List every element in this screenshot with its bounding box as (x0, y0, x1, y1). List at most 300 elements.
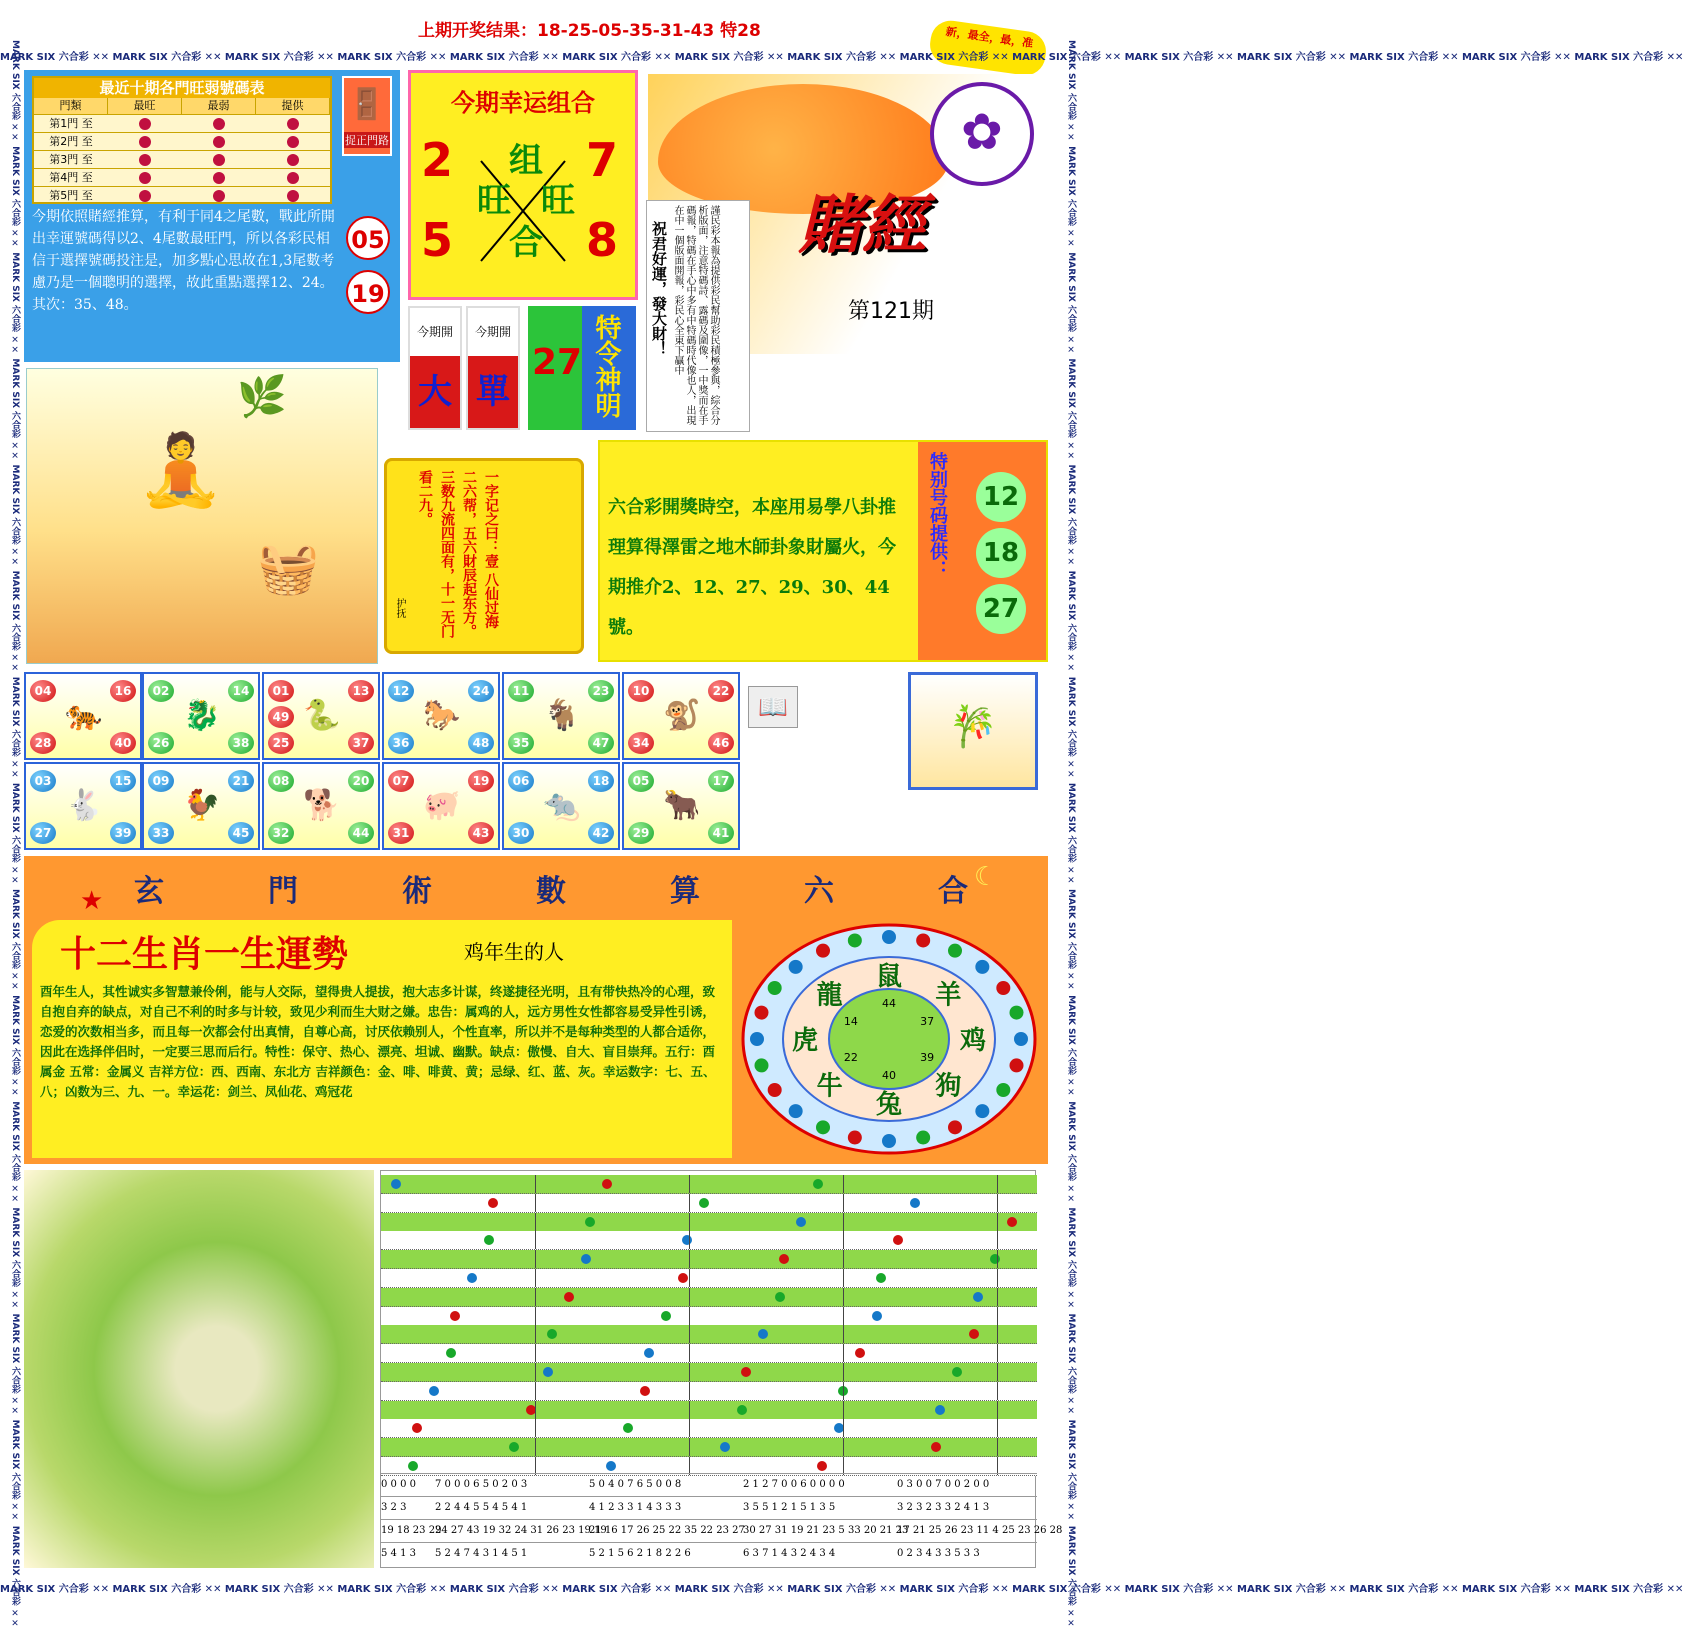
zodiac-number-ball: 16 (110, 680, 136, 702)
border-text: MARK SIX 六合彩 ✕✕ (10, 40, 20, 143)
tail-table-row (34, 186, 330, 204)
grid-divider (535, 1194, 536, 1212)
poem-text: 一字记之曰：壹 八仙过海二六帮，五六財辰起东方。三数九流四面有，十一无门看二九。 (417, 470, 499, 638)
banner-char: 玄 (134, 874, 164, 909)
grid-divider (535, 1325, 536, 1343)
grid-dot (910, 1198, 920, 1208)
grid-divider (997, 1194, 998, 1212)
wheel-ball (975, 960, 989, 974)
zodiac-card-tiger (24, 672, 142, 760)
grid-divider (997, 1419, 998, 1437)
fortune-body (32, 920, 732, 1158)
kai-label-2: 今期開 (474, 325, 511, 339)
wheel-zodiac-char: 龍 (816, 980, 843, 1011)
red-dot-icon (139, 118, 151, 130)
bottom-border: MARK SIX 六合彩 ✕✕ MARK SIX 六合彩 ✕✕ MARK SIX 六合彩 ✕✕ MARK SIX 六合彩 ✕✕ MARK SIX 六合彩 ✕✕ MARK SIX 六合彩 ✕✕ MARK SIX 六合彩 ✕✕ MARK SIX 六合彩 ✕✕ MARK SIX 六合彩 ✕✕ MARK SIX 六合彩 ✕✕ MARK SIX 六合彩 ✕✕ MARK SIX 六合彩 ✕✕ MARK SIX 六合彩 ✕✕ MARK SIX 六合彩 ✕✕ MARK SIX 六合彩 ✕✕ (0, 1584, 1683, 1595)
zodiac-card-monkey (622, 672, 740, 760)
grid-divider (535, 1231, 536, 1249)
door-label: 捉正門路 (345, 134, 389, 147)
tail-num-2 (346, 270, 390, 314)
logo-emblem-icon: ✿ (930, 82, 1034, 186)
logo-title: 賭經 (798, 188, 926, 263)
zodiac-number-ball: 05 (628, 770, 654, 792)
tiger-icon: 🐅 (65, 698, 103, 733)
border-text: MARK SIX 六合彩 ✕✕ (1066, 40, 1076, 143)
tail-text (32, 206, 342, 356)
grid-divider (843, 1307, 844, 1325)
zodiac-number-ball: 28 (30, 732, 56, 754)
grid-row (381, 1213, 1037, 1232)
yixue-panel (598, 440, 1048, 662)
grid-divider (689, 1344, 690, 1362)
red-dot-icon (287, 154, 299, 166)
tail-table-title: 最近十期各門旺弱號碼表 (34, 78, 330, 98)
grid-divider (535, 1307, 536, 1325)
grid-dot (623, 1423, 633, 1433)
grid-divider (689, 1194, 690, 1212)
grid-divider (689, 1231, 690, 1249)
grid-divider (535, 1288, 536, 1306)
digit-cell: 3 5 5 1 2 1 5 1 3 5 (743, 1496, 897, 1519)
zodiac-number-ball: 32 (268, 822, 294, 844)
lucky-char-4: 合 (509, 223, 543, 263)
zodiac-number-ball: 22 (708, 680, 734, 702)
wheel-zodiac-char: 羊 (935, 980, 962, 1011)
grid-divider (689, 1382, 690, 1400)
zodiac-number-ball: 13 (348, 680, 374, 702)
grid-row (381, 1250, 1037, 1269)
zodiac-number-ball: 30 (508, 822, 534, 844)
grid-dot (855, 1348, 865, 1358)
digit-cell: 4 1 2 3 3 1 4 3 3 3 (589, 1496, 743, 1519)
tail-table-dot-cell (182, 187, 256, 204)
grid-divider (997, 1250, 998, 1268)
grid-dot (682, 1235, 692, 1245)
special-green-text: 特令神明 (591, 314, 621, 418)
grid-dot (585, 1217, 595, 1227)
grid-divider (997, 1213, 998, 1231)
grid-divider (843, 1194, 844, 1212)
grid-dot (720, 1442, 730, 1452)
tail-text-body: 今期依照賭經推算，有利于同4之尾數，戰此所開出幸運號碼得以2、4尾數最旺門，所以各彩民相信于選擇號碼投注是，加多點心思故在1,3尾數考慮乃是一個聰明的選擇，故此重點選擇12、24。其次：35、48。 (32, 209, 335, 313)
grid-divider (997, 1325, 998, 1343)
tail-table-dot-cell (108, 187, 182, 204)
zodiac-number-ball: 37 (348, 732, 374, 754)
wheel-ball (996, 981, 1010, 995)
grid-divider (689, 1363, 690, 1381)
grid-dot (484, 1235, 494, 1245)
zodiac-card-rabbit (24, 762, 142, 850)
digit-cell: 17 21 25 26 23 11 4 25 23 26 28 (897, 1519, 1037, 1542)
lucky-char-3: 旺 (541, 181, 575, 221)
grid-dot (952, 1367, 962, 1377)
wheel-ball (848, 1131, 862, 1145)
grid-divider (843, 1363, 844, 1381)
grid-divider (843, 1250, 844, 1268)
zodiac-number-ball: 25 (268, 732, 294, 754)
wheel-ball (768, 981, 782, 995)
grid-row (381, 1344, 1037, 1363)
fortune-banner (104, 866, 1004, 909)
red-dot-icon (139, 190, 151, 202)
grid-dot (775, 1292, 785, 1302)
monkey-icon: 🐒 (663, 698, 701, 733)
zodiac-number-ball: 34 (628, 732, 654, 754)
grid-dot (678, 1273, 688, 1283)
grid-divider (997, 1363, 998, 1381)
rooster-icon: 🐓 (183, 788, 221, 823)
yixue-num-1: 12 (976, 472, 1026, 522)
grid-dot (737, 1405, 747, 1415)
zodiac-number-ball: 29 (628, 822, 654, 844)
zodiac-number-ball: 47 (588, 732, 614, 754)
wheel-ball (816, 944, 830, 958)
tail-table-dot-cell (108, 115, 182, 132)
info-scroll (646, 200, 750, 432)
tail-num-2-text: 19 (351, 280, 385, 308)
grid-row (381, 1438, 1037, 1457)
zodiac-number-ball: 02 (148, 680, 174, 702)
grid-divider (535, 1438, 536, 1456)
grid-divider (689, 1307, 690, 1325)
zodiac-number-ball: 40 (110, 732, 136, 754)
zodiac-number-ball: 24 (468, 680, 494, 702)
pig-icon: 🐖 (423, 788, 461, 823)
book-icon: 📖 (748, 686, 798, 728)
lucky-num-3: 5 (421, 213, 454, 267)
digit-cell: 5 2 4 7 4 3 1 4 5 1 (435, 1542, 589, 1565)
grid-dot (547, 1329, 557, 1339)
lucky-char-1: 组 (509, 141, 543, 181)
zodiac-number-ball: 11 (508, 680, 534, 702)
tail-table-dot-cell (256, 187, 330, 204)
grid-dot (969, 1329, 979, 1339)
digit-cell: 6 3 7 1 4 3 2 4 3 4 (743, 1542, 897, 1565)
zodiac-number-ball: 45 (228, 822, 254, 844)
grid-row (381, 1382, 1037, 1401)
zodiac-number-ball: 21 (228, 770, 254, 792)
digit-cell: 3 2 3 2 3 3 2 4 1 3 (897, 1496, 1037, 1519)
blurred-image (24, 1170, 374, 1568)
grid-dot (488, 1198, 498, 1208)
grid-dot (467, 1273, 477, 1283)
zodiac-number-ball: 20 (348, 770, 374, 792)
digit-cell: 30 27 31 19 21 23 5 33 20 21 23 (743, 1519, 897, 1542)
grid-dot (661, 1311, 671, 1321)
zodiac-number-ball: 38 (228, 732, 254, 754)
wheel-ball (882, 930, 896, 944)
digit-cell: 2 2 4 4 5 5 4 5 4 1 (435, 1496, 589, 1519)
zodiac-number-ball: 01 (268, 680, 294, 702)
grid-divider (843, 1438, 844, 1456)
grid-divider (689, 1213, 690, 1231)
tail-table-dot-cell (182, 133, 256, 150)
kai-box-2 (466, 306, 520, 430)
grid-dot (606, 1461, 616, 1471)
red-dot-icon (213, 154, 225, 166)
goat-icon: 🐐 (543, 698, 581, 733)
yixue-num-3: 27 (976, 584, 1026, 634)
tail-table-row (34, 168, 330, 186)
yixue-label: 特别号码提供： (927, 452, 948, 578)
grid-dot (931, 1442, 941, 1452)
fortune-title: 十二生肖一生運勢 (60, 933, 349, 975)
zodiac-card-goat (502, 672, 620, 760)
poem-sign: 护抚 (394, 598, 405, 618)
grid-divider (535, 1382, 536, 1400)
grid-divider (843, 1344, 844, 1362)
grid-dot (564, 1292, 574, 1302)
tail-table-dot-cell (256, 169, 330, 186)
grid-divider (689, 1175, 690, 1193)
tail-table-body (34, 114, 330, 204)
grid-divider (843, 1231, 844, 1249)
grid-divider (997, 1175, 998, 1193)
zodiac-card-dog (262, 762, 380, 850)
tail-table-row (34, 114, 330, 132)
tail-table-dot-cell (108, 151, 182, 168)
zodiac-number-ball: 48 (468, 732, 494, 754)
zodiac-number-ball: 10 (628, 680, 654, 702)
rabbit-icon: 🐇 (65, 788, 103, 823)
grid-dot (796, 1217, 806, 1227)
tail-table-panel (24, 70, 400, 362)
red-dot-icon (213, 136, 225, 148)
red-dot-icon (139, 154, 151, 166)
digit-cell: 19 18 23 29 (381, 1519, 435, 1542)
tail-table (32, 76, 332, 204)
dog-icon: 🐕 (303, 788, 341, 823)
zodiac-number-ball: 09 (148, 770, 174, 792)
banner-char: 六 (804, 874, 834, 909)
red-dot-icon (287, 118, 299, 130)
lucky-num-4: 8 (586, 213, 619, 267)
kai-label-1: 今期開 (416, 325, 453, 339)
grid-dot (872, 1311, 882, 1321)
door-icon-box (342, 76, 392, 156)
digit-cell: 7 0 0 0 6 5 0 2 0 3 (435, 1473, 589, 1496)
grid-divider (535, 1344, 536, 1362)
fortune-panel (24, 856, 1048, 1164)
wheel-number: 14 (843, 1015, 858, 1028)
zodiac-number-ball: 06 (508, 770, 534, 792)
grid-row (381, 1419, 1037, 1438)
wheel-ball (789, 960, 803, 974)
digit-cell: 24 27 43 19 32 24 31 26 23 19 19 (435, 1519, 589, 1542)
grid-dot (813, 1179, 823, 1189)
star-icon: ★ (80, 886, 104, 916)
wheel-ball (948, 1120, 962, 1134)
tail-table-dot-cell (108, 169, 182, 186)
moon-icon: ☾ (974, 862, 998, 892)
wheel-zodiac-char: 牛 (816, 1071, 843, 1102)
digit-cell: 5 4 1 3 (381, 1542, 435, 1565)
tail-table-header (34, 98, 330, 114)
grid-divider (997, 1382, 998, 1400)
zodiac-number-ball: 08 (268, 770, 294, 792)
grid-dot (876, 1273, 886, 1283)
digit-cell: 5 2 1 5 6 2 1 8 2 2 6 (589, 1542, 743, 1565)
zodiac-number-ball: 35 (508, 732, 534, 754)
info-scroll-wish: 祝君好運，發大財！ (650, 221, 668, 356)
wheel-ball (975, 1104, 989, 1118)
sleeping-man-icon: 🧘 (137, 429, 225, 511)
tail-table-dot-cell (256, 133, 330, 150)
grid-dot (391, 1179, 401, 1189)
grid-dot (990, 1254, 1000, 1264)
grid-row (381, 1175, 1037, 1194)
zodiac-card-horse (382, 672, 500, 760)
wheel-ball (1010, 1058, 1024, 1072)
grid-divider (843, 1213, 844, 1231)
right-border: MARK SIX 六合彩 ✕✕ MARK SIX 六合彩 ✕✕ MARK SIX 六合彩 ✕✕ MARK SIX 六合彩 ✕✕ MARK SIX 六合彩 ✕✕ MARK SIX 六合彩 ✕✕ MARK SIX 六合彩 ✕✕ MARK SIX 六合彩 ✕✕ MARK SIX 六合彩 ✕✕ MARK SIX 六合彩 ✕✕ MARK SIX 六合彩 ✕✕ MARK SIX 六合彩 ✕✕ MARK SIX 六合彩 ✕✕ MARK SIX 六合彩 ✕✕ MARK SIX 六合彩 ✕✕ (1066, 40, 1076, 1629)
zodiac-card-pig (382, 762, 500, 850)
grid-row (381, 1401, 1037, 1420)
yixue-label-box (918, 442, 1046, 660)
grid-row (381, 1194, 1037, 1213)
wheel-ball (916, 1131, 930, 1145)
grid-divider (535, 1250, 536, 1268)
grid-divider (689, 1325, 690, 1343)
digit-cell: 0 3 0 0 7 0 0 2 0 0 (897, 1473, 1037, 1496)
tail-table-cell: 第2門 至 (49, 135, 93, 148)
banner-char: 數 (536, 874, 566, 909)
grid-dot (640, 1386, 650, 1396)
tail-table-dot-cell (182, 151, 256, 168)
grid-divider (843, 1175, 844, 1193)
wheel-ball (754, 1058, 768, 1072)
red-dot-icon (139, 136, 151, 148)
zodiac-number-ball: 26 (148, 732, 174, 754)
grid-divider (535, 1213, 536, 1231)
snake-icon: 🐍 (303, 698, 341, 733)
wheel-ball (816, 1120, 830, 1134)
grid-dot (741, 1367, 751, 1377)
banner-char: 門 (268, 874, 298, 909)
wheel-zodiac-char: 虎 (791, 1026, 819, 1056)
grid-dot (817, 1461, 827, 1471)
rat-icon: 🐀 (543, 788, 581, 823)
zodiac-number-ball: 31 (388, 822, 414, 844)
lucky-combo (408, 70, 638, 300)
kai-value-2: 單 (468, 356, 518, 428)
grid-row (381, 1288, 1037, 1307)
badge-text: 新，最全，最，准 (944, 25, 1034, 51)
wheel-ball (750, 1032, 764, 1046)
grid-dot (699, 1198, 709, 1208)
zodiac-card-rooster (142, 762, 260, 850)
tail-table-row (34, 132, 330, 150)
wheel-ball (916, 933, 930, 947)
grid-divider (843, 1325, 844, 1343)
zodiac-number-ball: 18 (588, 770, 614, 792)
door-icon: 🚪 (348, 87, 386, 122)
grid-divider (535, 1419, 536, 1437)
tail-table-cell: 第5門 至 (49, 189, 93, 202)
grid-dot (509, 1442, 519, 1452)
grid-dot (973, 1292, 983, 1302)
grid-divider (997, 1231, 998, 1249)
tail-table-cell: 第4門 至 (49, 171, 93, 184)
grid-dot (450, 1311, 460, 1321)
zodiac-card-snake (262, 672, 380, 760)
tail-table-header-cell: 最旺 (108, 98, 182, 114)
kai-box-1 (408, 306, 462, 430)
lucky-title: 今期幸运组合 (451, 89, 595, 117)
wheel-ball (754, 1006, 768, 1020)
zodiac-number-ball: 07 (388, 770, 414, 792)
wheel-number: 44 (882, 997, 896, 1010)
tail-table-dot-cell (256, 151, 330, 168)
lucky-char-2: 旺 (477, 181, 511, 221)
tail-table-header-cell: 最弱 (182, 98, 256, 114)
banner-char: 算 (670, 874, 700, 909)
wheel-number: 22 (843, 1051, 858, 1064)
grid-divider (689, 1438, 690, 1456)
zodiac-number-ball: 15 (110, 770, 136, 792)
special-green-num: 27 (532, 342, 583, 383)
grid-dot (644, 1348, 654, 1358)
grid-divider (997, 1307, 998, 1325)
grid-divider (689, 1250, 690, 1268)
zodiac-number-ball: 17 (708, 770, 734, 792)
grid-row (381, 1325, 1037, 1344)
tail-table-cell: 第3門 至 (49, 153, 93, 166)
grid-dot (758, 1329, 768, 1339)
zodiac-number-ball: 44 (348, 822, 374, 844)
grid-divider (689, 1419, 690, 1437)
zodiac-number-ball: 03 (30, 770, 56, 792)
grid-divider (535, 1269, 536, 1287)
border-text: MARK SIX 六合彩 ✕✕ (0, 1584, 109, 1595)
zodiac-card-dragon (142, 672, 260, 760)
digit-cell: 21 16 17 26 25 22 35 22 23 27 (589, 1519, 743, 1542)
tail-table-dot-cell (108, 133, 182, 150)
grid-row (381, 1307, 1037, 1326)
wheel-ball (882, 1134, 896, 1148)
grid-row (381, 1363, 1037, 1382)
zodiac-number-ball: 14 (228, 680, 254, 702)
zodiac-number-ball: 49 (268, 706, 294, 728)
banner-char: 術 (402, 874, 432, 909)
grid-dot (408, 1461, 418, 1471)
top-border: MARK SIX 六合彩 ✕✕ MARK SIX 六合彩 ✕✕ MARK SIX 六合彩 ✕✕ MARK SIX 六合彩 ✕✕ MARK SIX 六合彩 ✕✕ MARK SIX 六合彩 ✕✕ MARK SIX 六合彩 ✕✕ MARK SIX 六合彩 ✕✕ MARK SIX 六合彩 ✕✕ MARK SIX 六合彩 ✕✕ MARK SIX 六合彩 ✕✕ MARK SIX 六合彩 ✕✕ MARK SIX 六合彩 ✕✕ MARK SIX 六合彩 ✕✕ MARK SIX 六合彩 ✕✕ (0, 52, 1683, 63)
zodiac-number-ball: 19 (468, 770, 494, 792)
zodiac-number-ball: 36 (388, 732, 414, 754)
lucky-num-2: 7 (586, 133, 619, 187)
grid-divider (843, 1288, 844, 1306)
tail-table-row (34, 150, 330, 168)
grid-divider (689, 1401, 690, 1419)
red-dot-icon (213, 172, 225, 184)
yixue-num-2: 18 (976, 528, 1026, 578)
digit-cell: 5 0 4 0 7 6 5 0 0 8 (589, 1473, 743, 1496)
zodiac-card-ox (622, 762, 740, 850)
grid-dot (1007, 1217, 1017, 1227)
digit-cell: 0 2 3 4 3 3 5 3 3 (897, 1542, 1037, 1565)
wheel-number: 37 (920, 1015, 935, 1028)
grid-dot (412, 1423, 422, 1433)
wheel-ball (996, 1083, 1010, 1097)
tail-table-header-cell: 提供 (256, 98, 330, 114)
wheel-zodiac-char: 狗 (935, 1071, 962, 1102)
grid-divider (997, 1438, 998, 1456)
grid-dot (779, 1254, 789, 1264)
special-green (528, 306, 636, 430)
grid-divider (843, 1401, 844, 1419)
wheel-ball (1014, 1032, 1028, 1046)
grid-divider (843, 1419, 844, 1437)
